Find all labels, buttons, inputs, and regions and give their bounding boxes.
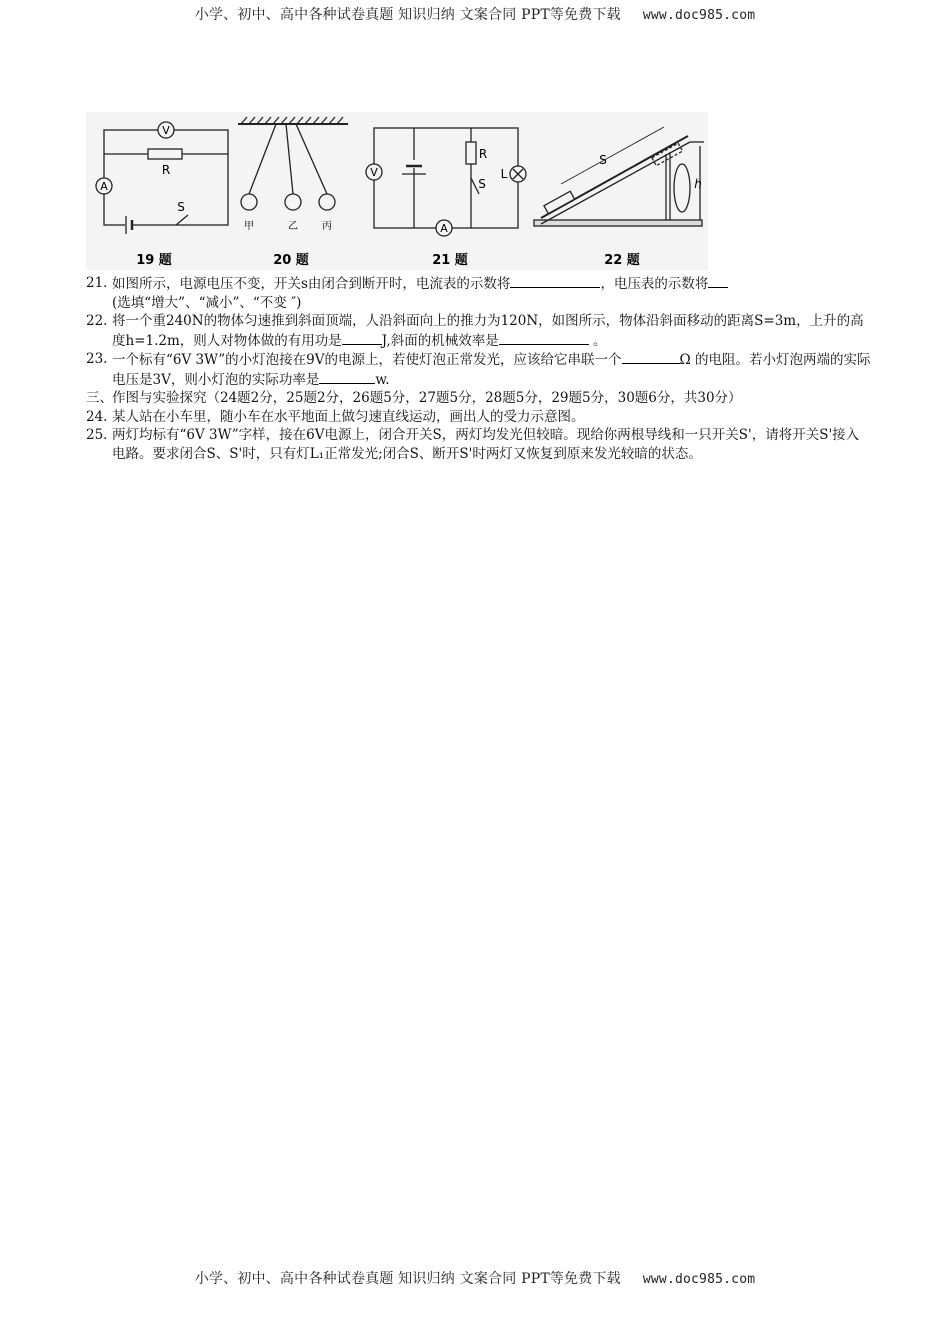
figure-20 bbox=[238, 117, 348, 210]
question-22-text-c: 。 bbox=[588, 332, 607, 349]
question-25-number: 25. bbox=[86, 427, 108, 443]
question-25-text: 两灯均标有“6V 3W”字样，接在6V电源上，闭合开关S，两灯均发光但较暗。现给你两根导线和一只开关S'，请将开关S'接入电路。要求闭合S、S'时，只有灯L₁正常发光;闭合S、断开S'时两灯又恢复到原来发光较暗的状态。 bbox=[112, 427, 860, 462]
section-3-heading bbox=[86, 389, 871, 408]
question-23-blank-1[interactable] bbox=[622, 350, 680, 364]
fig20-caption: 20 题 bbox=[273, 253, 309, 268]
fig22-distance-label: S bbox=[599, 153, 607, 167]
question-21-text-b: ，电压表的示数将 bbox=[600, 276, 709, 292]
fig21-voltmeter-label: V bbox=[370, 166, 378, 179]
question-21-text-c: (选填“增大”、“减小”、“不变 ″) bbox=[112, 294, 302, 311]
fig21-ammeter-label: A bbox=[440, 222, 448, 235]
footer-url: www.doc985.com bbox=[642, 1272, 756, 1287]
question-23 bbox=[86, 350, 871, 389]
footer-text: 小学、初中、高中各种试卷真题 知识归纳 文案合同 PPT等免费下载 bbox=[194, 1271, 621, 1287]
question-21-blank-2[interactable] bbox=[708, 274, 728, 288]
fig22-height-label: h bbox=[694, 177, 702, 191]
figure-22 bbox=[534, 127, 704, 226]
question-23-text-a: 一个标有“6V 3W”的小灯泡接在9V的电源上，若使灯泡正常发光，应该给它串联一个 bbox=[112, 352, 622, 368]
fig21-resistor-label: R bbox=[478, 147, 488, 161]
header-url: www.doc985.com bbox=[642, 8, 756, 23]
figures-svg bbox=[86, 112, 708, 270]
question-21-blank-1[interactable] bbox=[510, 274, 600, 288]
question-list bbox=[86, 274, 871, 463]
fig19-switch-label: S bbox=[177, 200, 185, 214]
question-24-text: 某人站在小车里，随小车在水平地面上做匀速直线运动，画出人的受力示意图。 bbox=[112, 408, 585, 425]
fig19-caption: 19 题 bbox=[136, 253, 172, 268]
page-header bbox=[0, 4, 950, 24]
fig19-ammeter-label: A bbox=[100, 180, 108, 193]
question-23-number: 23. bbox=[86, 351, 108, 367]
question-21-text-a: 如图所示，电源电压不变，开关s由闭合到断开时，电流表的示数将 bbox=[112, 276, 511, 292]
section-3-text: 作图与实验探究（24题2分，25题2分，26题5分，27题5分，28题5分，29题5分，30题6分，共30分） bbox=[112, 390, 742, 406]
question-22-blank-2[interactable] bbox=[499, 331, 589, 345]
question-24 bbox=[86, 408, 871, 427]
question-24-number: 24. bbox=[86, 408, 108, 425]
fig20-ball3-label: 丙 bbox=[322, 221, 332, 232]
question-22-number: 22. bbox=[86, 313, 108, 329]
fig21-lamp-label: L bbox=[500, 167, 508, 181]
question-23-blank-2[interactable] bbox=[319, 370, 375, 384]
figures-strip bbox=[86, 112, 708, 270]
figure-19 bbox=[96, 122, 228, 234]
question-22-text-a: 将一个重240N的物体匀速推到斜面顶端，人沿斜面向上的推力为120N，如图所示，物体沿斜面移动的距离S=3m，上升的高度h=1.2m，则人对物体做的有用功是 bbox=[112, 313, 864, 349]
header-text: 小学、初中、高中各种试卷真题 知识归纳 文案合同 PPT等免费下载 bbox=[194, 7, 621, 23]
fig21-caption: 21 题 bbox=[432, 253, 468, 268]
fig22-caption: 22 题 bbox=[604, 253, 640, 268]
fig19-resistor-label: R bbox=[161, 163, 171, 177]
question-22-text-b: J,斜面的机械效率是 bbox=[381, 332, 499, 349]
figure-21 bbox=[366, 128, 526, 236]
fig20-ball1-label: 甲 bbox=[244, 221, 254, 232]
question-25 bbox=[86, 426, 871, 463]
fig21-switch-label: S bbox=[478, 177, 486, 191]
section-3-number: 三、 bbox=[86, 390, 113, 406]
question-21 bbox=[86, 274, 871, 312]
question-22 bbox=[86, 312, 871, 350]
question-23-text-b: Ω 的电阻。若小灯泡两端的实际电压是3V，则小灯泡的实际功率是 bbox=[112, 352, 871, 388]
fig20-ball2-label: 乙 bbox=[288, 221, 298, 232]
question-23-text-c: w. bbox=[375, 371, 390, 388]
question-21-number: 21. bbox=[86, 275, 108, 291]
question-22-blank-1[interactable] bbox=[342, 331, 382, 345]
page-footer bbox=[0, 1268, 950, 1288]
fig19-voltmeter-label: V bbox=[162, 124, 170, 137]
